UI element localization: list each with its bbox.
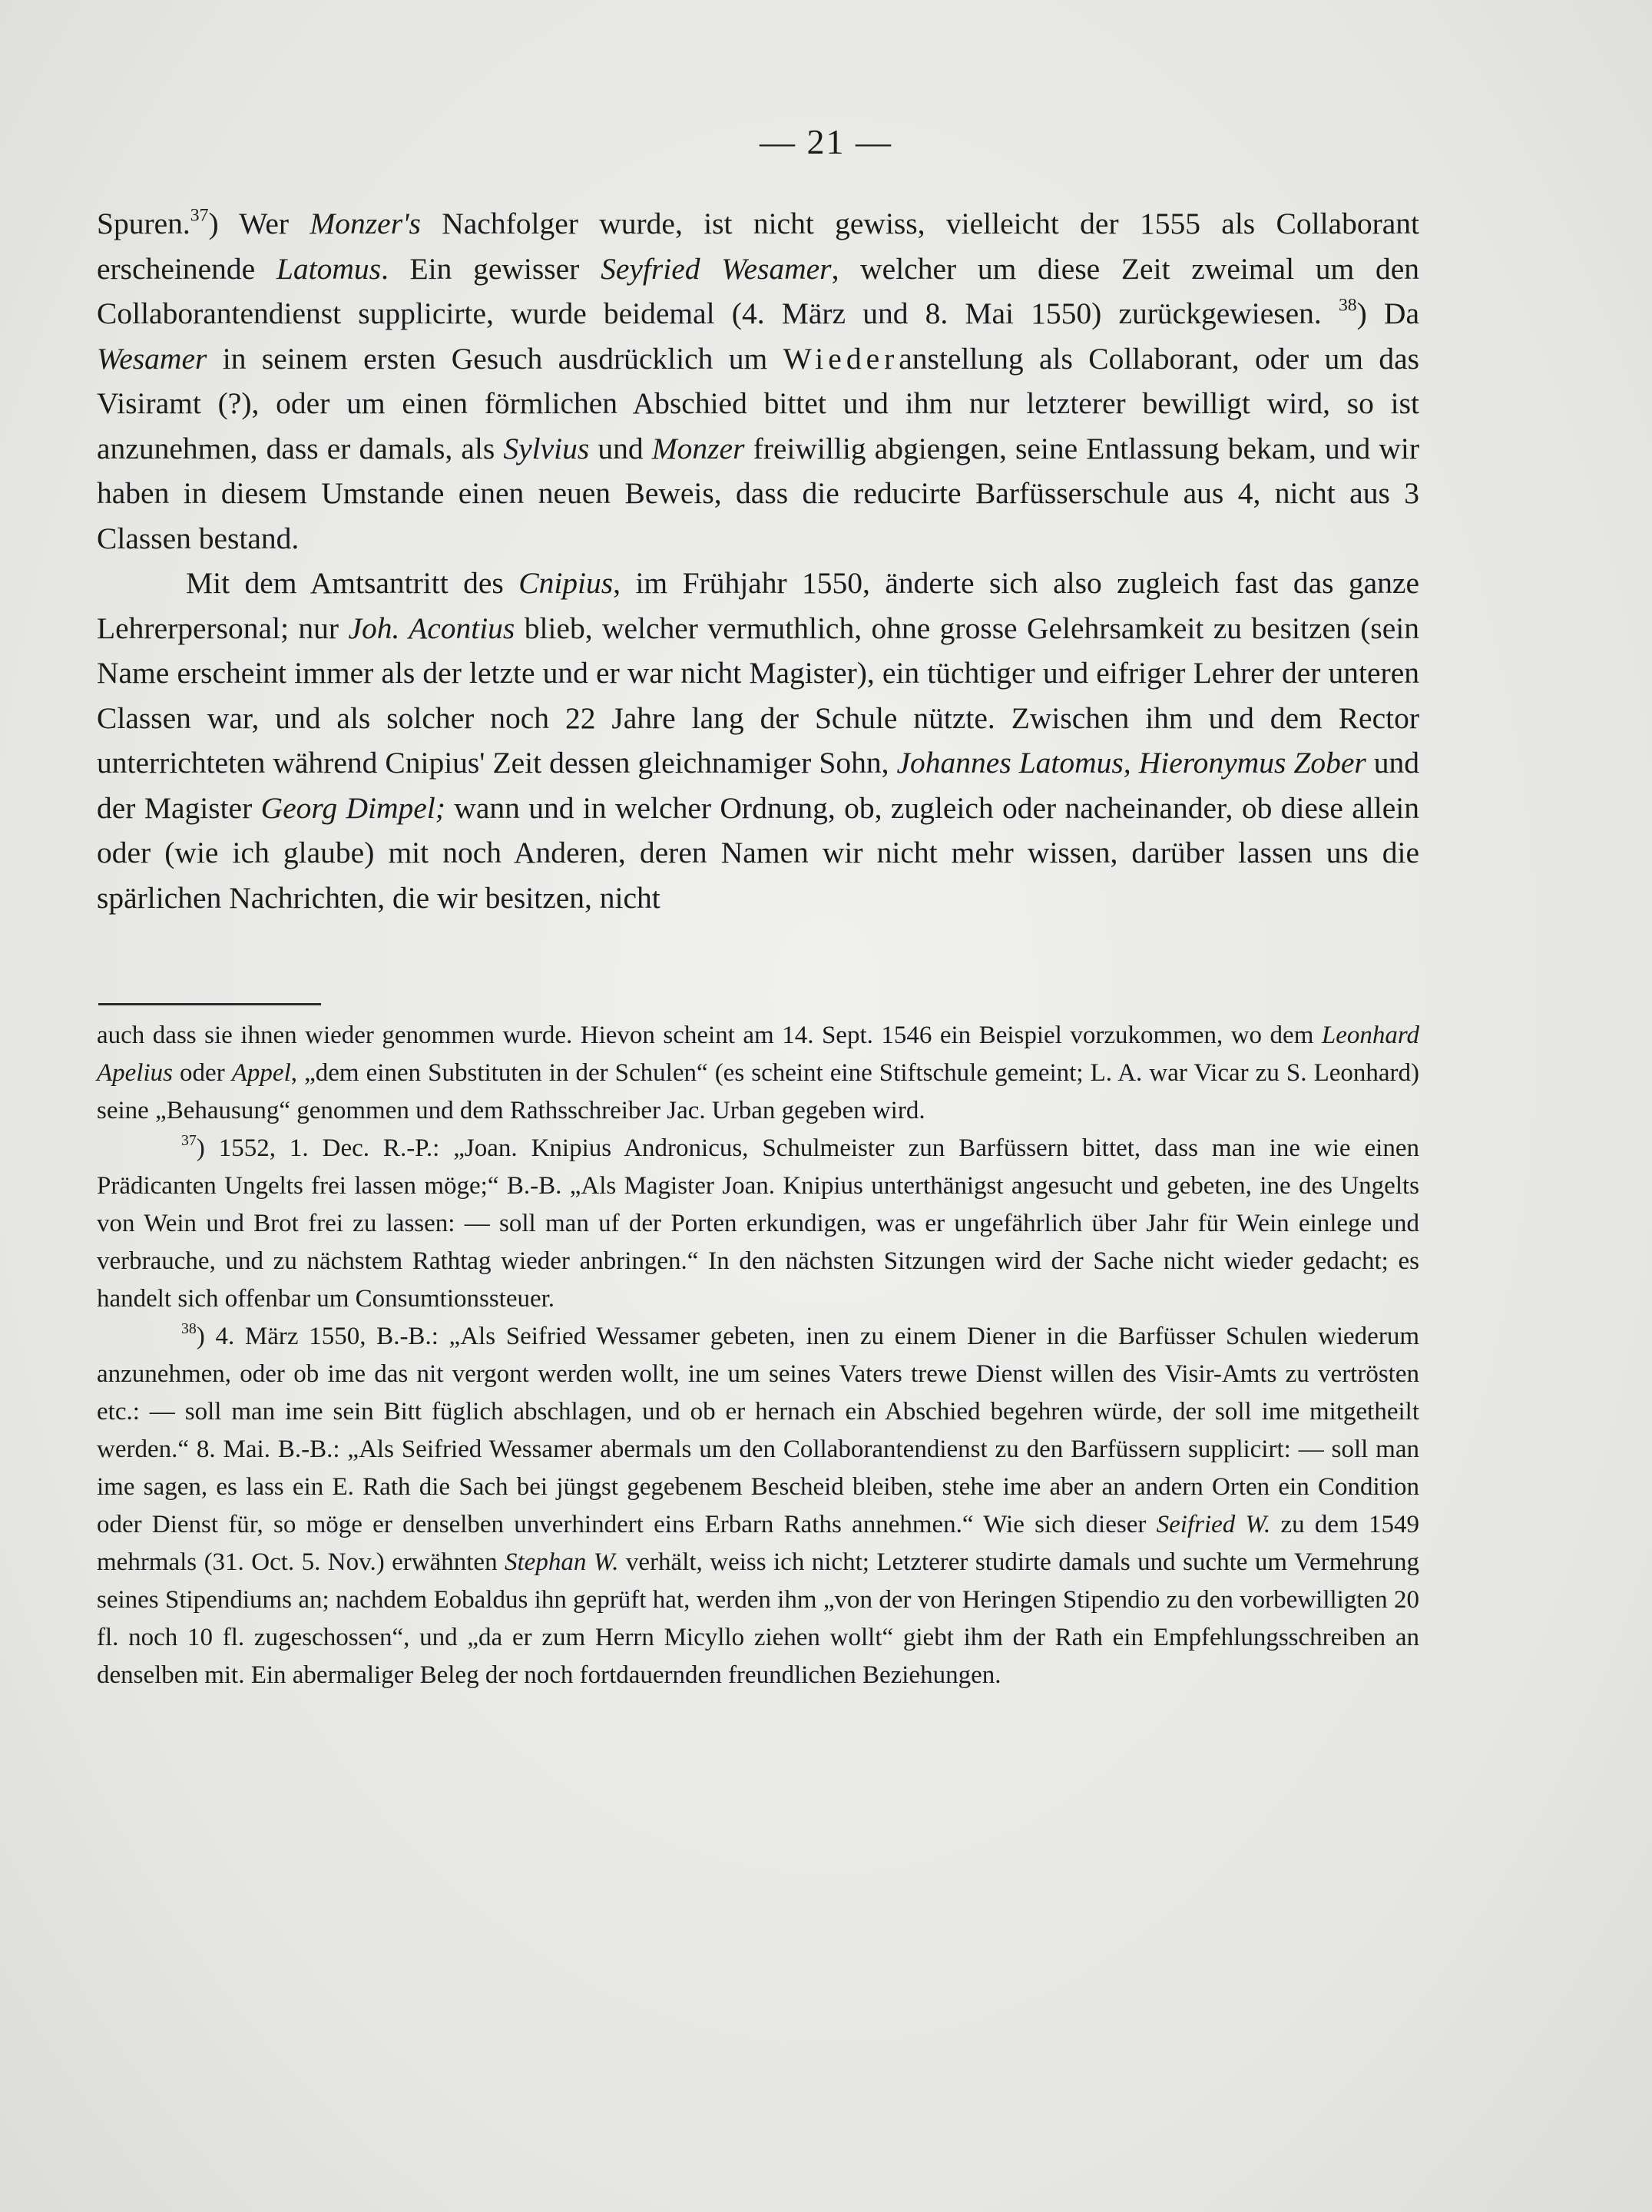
footnote-38: $^{38}$) 4. März 1550, B.-B.: „Als Seifried Wessamer gebeten, inen zu einem Diener in die Barfüsser Schulen wiederum anzunehmen, oder ob ime das nit vergont werden wollt, ine um seines Vaters trewe Dienst willen des Visir-Amts zu vertrösten etc.: — soll man ime sein Bitt füglich abschlagen, und ob er hernach ein Abschied begehren würde, der soll ime mitgetheilt werden.“ 8. Mai. B.-B.: „Als Seifried Wessamer abermals um den Collaborantendienst zu den Barfüssern supplicirt: — soll man ime sagen, es lass ein E. Rath die Sach bei jüngst gegebenem Bescheid bleiben, stehe ime aber an andern Orten ein Condition oder Dienst für, so möge er denselben unverhindert eins Erbarn Raths annehmen.“ Wie sich dieser Seifried W. zu dem 1549 mehrmals (31. Oct. 5. Nov.) erwähnten Stephan W. verhält, weiss ich nicht; Letzterer studirte damals und suchte um Vermehrung seines Stipendiums an; nachdem Eobaldus ihn geprüft hat, werden ihm „von der von Heringen Stipendio zu den vorbewilligten 20 fl. noch 10 fl. zugeschossen“, und „da er zum Herrn Micyllo ziehen wollt“ giebt ihm der Rath ein Empfehlungsschreiben an denselben mit. Ein abermaliger Beleg der noch fortdauernden freundlichen Beziehungen. <box>97 1320 1420 1689</box>
name-seifried-w: Seifried W. <box>1156 1511 1271 1538</box>
footnote-ref-37: 37 <box>190 205 209 226</box>
name-latomus: Latomus <box>276 251 381 286</box>
name-georg-dimpel: Georg Dimpel; <box>260 790 445 825</box>
names-latomus-zober: Johannes Latomus, Hieronymus Zober <box>896 746 1366 780</box>
name-cnipius: Cnipius <box>518 566 614 600</box>
name-wesamer: Wesamer <box>97 341 207 376</box>
paragraph-2: Mit dem Amtsantritt des Cnipius, im Frühjahr 1550, änderte sich also zugleich fast das ganze Lehrerpersonal; nur Joh. Acontius blieb, welcher vermuthlich, ohne grosse Gelehrsamkeit zu besitzen (sein Name erscheint immer als der letzte und er war nicht Magister), ein tüchtiger und eifriger Lehrer der unteren Classen war, und als solcher noch 22 Jahre lang der Schule nützte. Zwischen ihm und dem Rector unterrichteten während Cnipius' Zeit dessen gleichnamiger Sohn, Johannes Latomus, Hieronymus Zober und der Magister Georg Dimpel; wann und in welcher Ordnung, ob, zugleich oder nacheinander, ob diese allein oder (wie ich glaube) mit noch Anderen, deren Namen wir nicht mehr wissen, darüber lassen uns die spärlichen Nachrichten, die wir besitzen, nicht <box>97 566 1420 915</box>
footnotes <box>97 1017 1419 1694</box>
footnote-ref-38: 38 <box>1338 295 1357 316</box>
name-leonhard-apelius: Leonhard Apelius <box>97 1022 1419 1087</box>
paragraph-1: Spuren.$^{37}$) Wer Monzer's Nachfolger wurde, ist nicht gewiss, vielleicht der 1555 als Collaborant erscheinende Latomus. Ein gewisser Seyfried Wesamer, welcher um diese Zeit zweimal um den Collaborantendienst supplicirte, wurde beidemal (4. März und 8. Mai 1550) zurückgewiesen. $^{38}$) Da Wesamer in seinem ersten Gesuch ausdrücklich um Wiederanstellung als Collaborant, oder um das Visiramt (?), oder um einen förmlichen Abschied bittet und ihm nur letzterer bewilligt wird, so ist anzunehmen, dass er damals, als Sylvius und Monzer freiwillig abgiengen, seine Entlassung bekam, und wir haben in diesem Umstande einen neuen Beweis, dass die reducirte Barfüsserschule aus 4, nicht aus 3 Classen bestand. <box>97 205 1420 555</box>
footnote-number-38: 38 <box>181 1320 197 1338</box>
footnote-37: $^{37}$) 1552, 1. Dec. R.-P.: „Joan. Knipius Andronicus, Schulmeister zun Barfüssern bittet, dass man ine wie einen Prädicanten Ungelts frei lassen möge;“ B.-B. „Als Magister Joan. Knipius unterthänigst angesucht und gebeten, ine des Ungelts von Wein und Brot frei zu lassen: — soll man uf der Porten erkundigen, was er ungefährlich über Jahr für Wein einlege und verbrauche, und zu nächstem Rathtag wieder anbringen.“ In den nächsten Sitzungen wird der Sache nicht wieder gedacht; es handelt sich offenbar um Consumtionssteuer. <box>97 1132 1419 1313</box>
footnote-number-37: 37 <box>181 1132 197 1150</box>
name-stephan-w: Stephan W. <box>505 1548 619 1576</box>
name-monzer: Monzer <box>651 431 745 465</box>
name-monzers: Monzer's <box>310 207 421 240</box>
emphasis-wieder: Wieder <box>783 341 899 376</box>
name-sylvius: Sylvius <box>503 431 590 465</box>
main-text <box>97 201 1419 920</box>
name-seyfried-wesamer: Seyfried Wesamer <box>601 251 832 286</box>
name-joh-acontius: Joh. Acontius <box>348 611 515 645</box>
footnote-continued: auch dass sie ihnen wieder genommen wurde. Hievon scheint am 14. Sept. 1546 ein Beispiel vorzukommen, wo dem Leonhard Apelius oder Appel, „dem einen Substituten in der Schulen“ (es scheint eine Stiftschule gemeint; L. A. war Vicar zu S. Leonhard) seine „Behausung“ genommen und dem Rathsschreiber Jac. Urban gegeben wird. <box>97 1022 1420 1124</box>
page-number: — 21 — <box>760 122 892 161</box>
footnote-separator <box>98 1003 321 1005</box>
name-appel: Appel <box>231 1059 291 1087</box>
